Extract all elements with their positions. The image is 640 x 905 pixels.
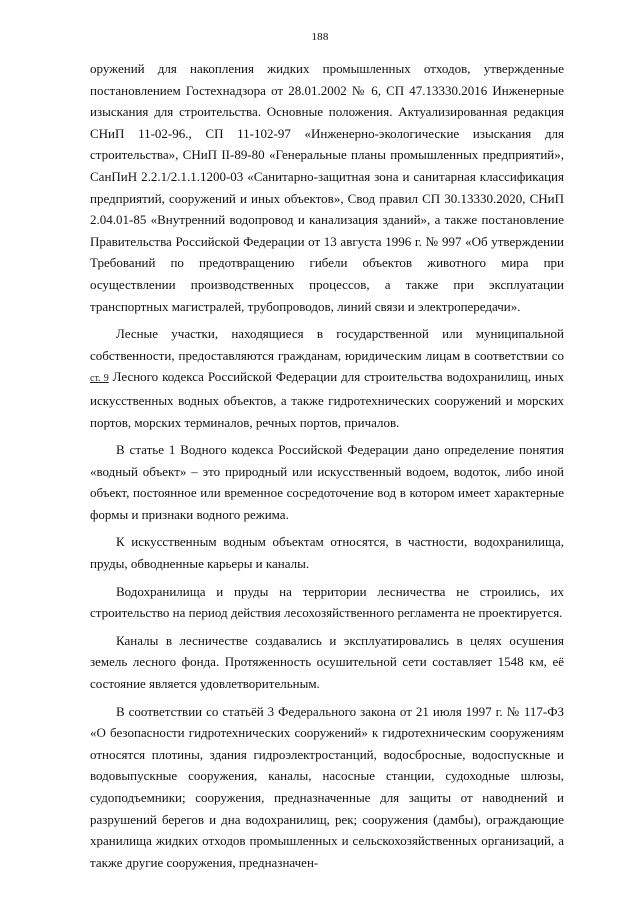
paragraph-drainage-canals: Каналы в лесничестве создавались и эксплуатировались в целях осушения земель лесного фонда. Протяженность осушительной сети составляет 1548 км, её состояние является удовлетворительным. — [90, 632, 564, 692]
paragraph-artificial-water-bodies: К искусственным водным объектам относятся, в частности, водохранилища, пруды, обводненные карьеры и каналы. — [90, 534, 564, 572]
paragraph-forest-plots-text-before: Лесные участки, находящиеся в государственной или муниципальной собственности, предоставляются гражданам, юридическим лицам в соответствии со — [90, 326, 564, 363]
document-body — [90, 58, 564, 873]
paragraph-forest-plots-text-after: Лесного кодекса Российской Федерации для строительства водохранилищ, иных искусственных водных объектов, а также гидротехнических сооружений и морских портов, морских терминалов, речных портов, причалов. — [90, 369, 564, 430]
paragraph-water-body-definition: В статье 1 Водного кодекса Российской Федерации дано определение понятия «водный объект» – это природный или искусственный водоем, водоток, либо иной объект, постоянное или временное сосредоточение вод в котором имеет характерные формы и признаки водного режима. — [90, 442, 564, 522]
paragraph-reservoirs-ponds: Водохранилища и пруды на территории лесничества не строились, их строительство на период действия лесохозяйственного регламента не проектируется. — [90, 583, 564, 621]
forest-code-article-link[interactable]: ст. 9 — [90, 373, 109, 385]
paragraph-regulations-list: оружений для накопления жидких промышленных отходов, утвержденные постановлением Гостехнадзора от 28.01.2002 № 6, СП 47.13330.2016 Инженерные изыскания для строительства. Основные положения. Актуализированная редакция СНиП 11-02-96., СП 11-102-97 «Инженерно-экологические изыскания для строительства», СНиП II-89-80 «Генеральные планы промышленных предприятий», СанПиН 2.2.1/2.1.1.1200-03 «Санитарно-защитная зона и санитарная классификация предприятий, сооружений и иных объектов», Свод правил СП 30.13330.2020, СНиП 2.04.01-85 «Внутренний водопровод и канализация зданий», а также постановление Правительства Российской Федерации от 13 августа 1996 г. № 997 «Об утверждении Требований по предотвращению гибели объектов животного мира при осуществлении производственных процессов, а также при эксплуатации транспортных магистралей, трубопроводов, линий связи и электропередачи». — [90, 61, 564, 314]
paragraph-forest-plots — [90, 323, 564, 433]
page-number: 188 — [311, 31, 329, 43]
paragraph-hydraulic-structures: В соответствии со статьёй 3 Федерального закона от 21 июля 1997 г. № 117-ФЗ «О безопасности гидротехнических сооружений» к гидротехническим сооружениям относятся плотины, здания гидроэлектростанций, водосбросные, водоспускные и водовыпускные сооружения, каналы, насосные станции, судоходные шлюзы, судоподъемники; сооружения, предназначенные для защиты от наводнений и разрушений берегов и дна водохранилищ, рек; сооружения (дамбы), ограждающие хранилища жидких отходов промышленных и сельскохозяйственных организаций, а также другие сооружения, предназначен- — [90, 703, 564, 870]
